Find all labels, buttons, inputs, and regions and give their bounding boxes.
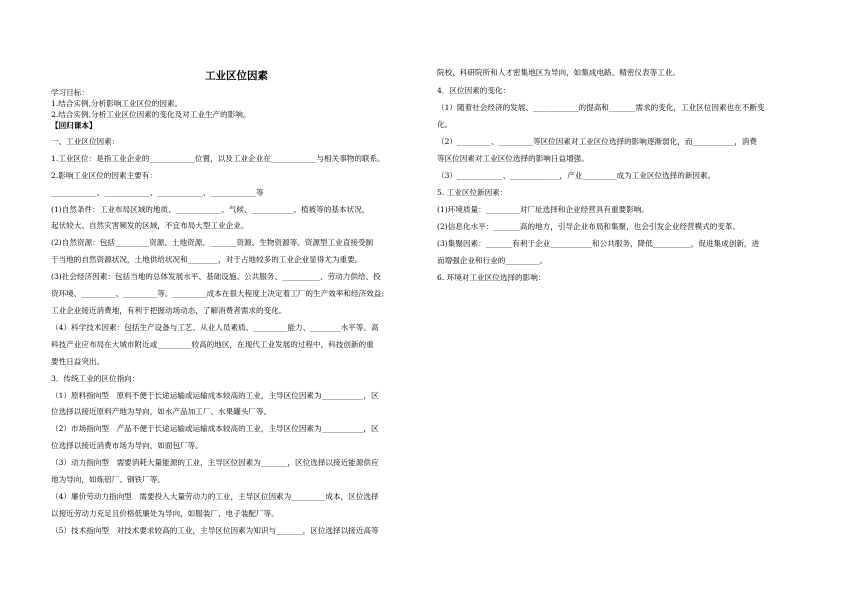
text-line: （2）_________、_________等区位因素对工业区位选择的影响逐渐弱化，而___________，消费 xyxy=(437,137,757,146)
text-line: (2)信息化水平：_______高的地方，引导企业布局和集聚，也会引发企业经营模式的变革。 xyxy=(437,222,741,231)
text-line: 工业企业接近消费地，有利于把握动场动态，了解消费者需求的变化。 xyxy=(51,306,287,315)
text-line: 学习目标： xyxy=(51,88,89,97)
text-line: (3)集聚因素：_______有利于企业___________和公共服务，降低__________，促进集成创新，进 xyxy=(437,239,760,248)
text-line: 于当地的自然资源状况，土地供给状况和________，对于占地较多的工业企业显得尤为重要。 xyxy=(51,255,363,264)
page-title: 工业区位因素 xyxy=(205,70,268,82)
text-line: 1.工业区位：是指工业企业的____________位置，以及工业企业在____________与相关事物的联系。 xyxy=(51,154,385,163)
text-line: 地为导向，如炼铝厂、钢铁厂等。 xyxy=(51,475,165,484)
text-line: 一、工业区位因素： xyxy=(51,137,120,146)
text-line: （5）技术指向型 对技术要求较高的工业，主导区位因素为知识与_______，区位选择以接近高等 xyxy=(51,526,379,535)
text-line: （4）科学技术因素：包括生产设备与工艺、从业人员素质、_________能力、________水平等。高 xyxy=(51,323,379,332)
text-line: 2.结合实例,分析工业区位因素的变化及对工业生产的影响。 xyxy=(51,110,251,119)
text-line: 院校、科研院所和人才密集地区为导向，如集成电路、精密仪表等工业。 xyxy=(437,68,680,77)
text-line: (3)社会经济因素：包括当地的总体发展水平、基础设施、公共服务、__________、劳动力供给、投 xyxy=(51,272,381,281)
text-line: 起伏较大、自然灾害频发的区域，不宜布局大型工业企业。 xyxy=(51,221,249,230)
text-line: （2）市场指向型 产品不便于长途运输或运输成本较高的工业，主导区位因素为___________，区 xyxy=(51,424,379,433)
text-line: 2.影响工业区位的因素主要有： xyxy=(51,171,157,180)
text-line: (1)自然条件：工业布局区域的地质、____________、气候、___________、植被等的基本状况， xyxy=(51,205,370,214)
text-line: （1）原料指向型 原料不便于长途运输或运输成本较高的工业，主导区位因素为___________，区 xyxy=(51,391,379,400)
text-line: 以接近劳动力充足且价格低廉处为导向，如服装厂、电子装配厂等。 xyxy=(51,509,279,518)
text-line: 1.结合实例,分析影响工业区位的因素。 xyxy=(51,99,183,108)
text-line: 5. 工业区位新因素： xyxy=(437,188,508,197)
text-line: （4）廉价劳动力指向型 需要投入大量劳动力的工业，主导区位因素为_________成本，区位选择 xyxy=(51,492,379,501)
text-line: 科技产业应布局在大城市附近或_________较高的地区，在现代工业发展的过程中，科技创新的重 xyxy=(51,340,374,349)
text-line: 而增强企业和行业的_________。 xyxy=(437,256,548,265)
text-line: 资环境、_________、_________等。_________成本在很大程度上决定着工厂的生产效率和经济效益; xyxy=(51,289,384,298)
text-line: 位选择以接近原料产地为导向，如水产品加工厂、水果罐头厂等。 xyxy=(51,407,272,416)
section-heading: 【回归课本】 xyxy=(51,121,97,130)
text-line: 4．区位因素的变化： xyxy=(437,86,511,95)
text-line: 位选择以接近消费市场为导向，如面包厂等。 xyxy=(51,441,203,450)
text-line: （3）____________、_____________，产业_________成为工业区位选择的新因素。 xyxy=(437,171,716,180)
text-line: 等区位因素对工业区位选择的影响日益增强。 xyxy=(437,154,589,163)
text-line: 6. 环境对工业区位选择的影响： xyxy=(437,273,546,282)
text-line: (2)自然资源：包括_________资源、土地资源、_______资源、生物资源等。资源型工业直接受制 xyxy=(51,238,374,247)
text-line: （1）随着社会经济的发展、____________的提高和_______需求的变化，工业区位因素也在不断变 xyxy=(437,103,765,112)
text-line: 要性日益突出。 xyxy=(51,357,105,366)
text-line: ____________、____________、____________、____________等 xyxy=(51,188,264,197)
text-line: (1)环境质量：_________对厂址选择和企业经营具有重要影响。 xyxy=(437,205,649,214)
text-line: 化。 xyxy=(437,120,453,129)
text-line: （3）动力指向型 需要消耗大量能源的工业，主导区位因素为_______，区位选择以接近能源供应 xyxy=(51,458,379,467)
text-line: 3．传统工业的区位指向： xyxy=(51,374,140,383)
